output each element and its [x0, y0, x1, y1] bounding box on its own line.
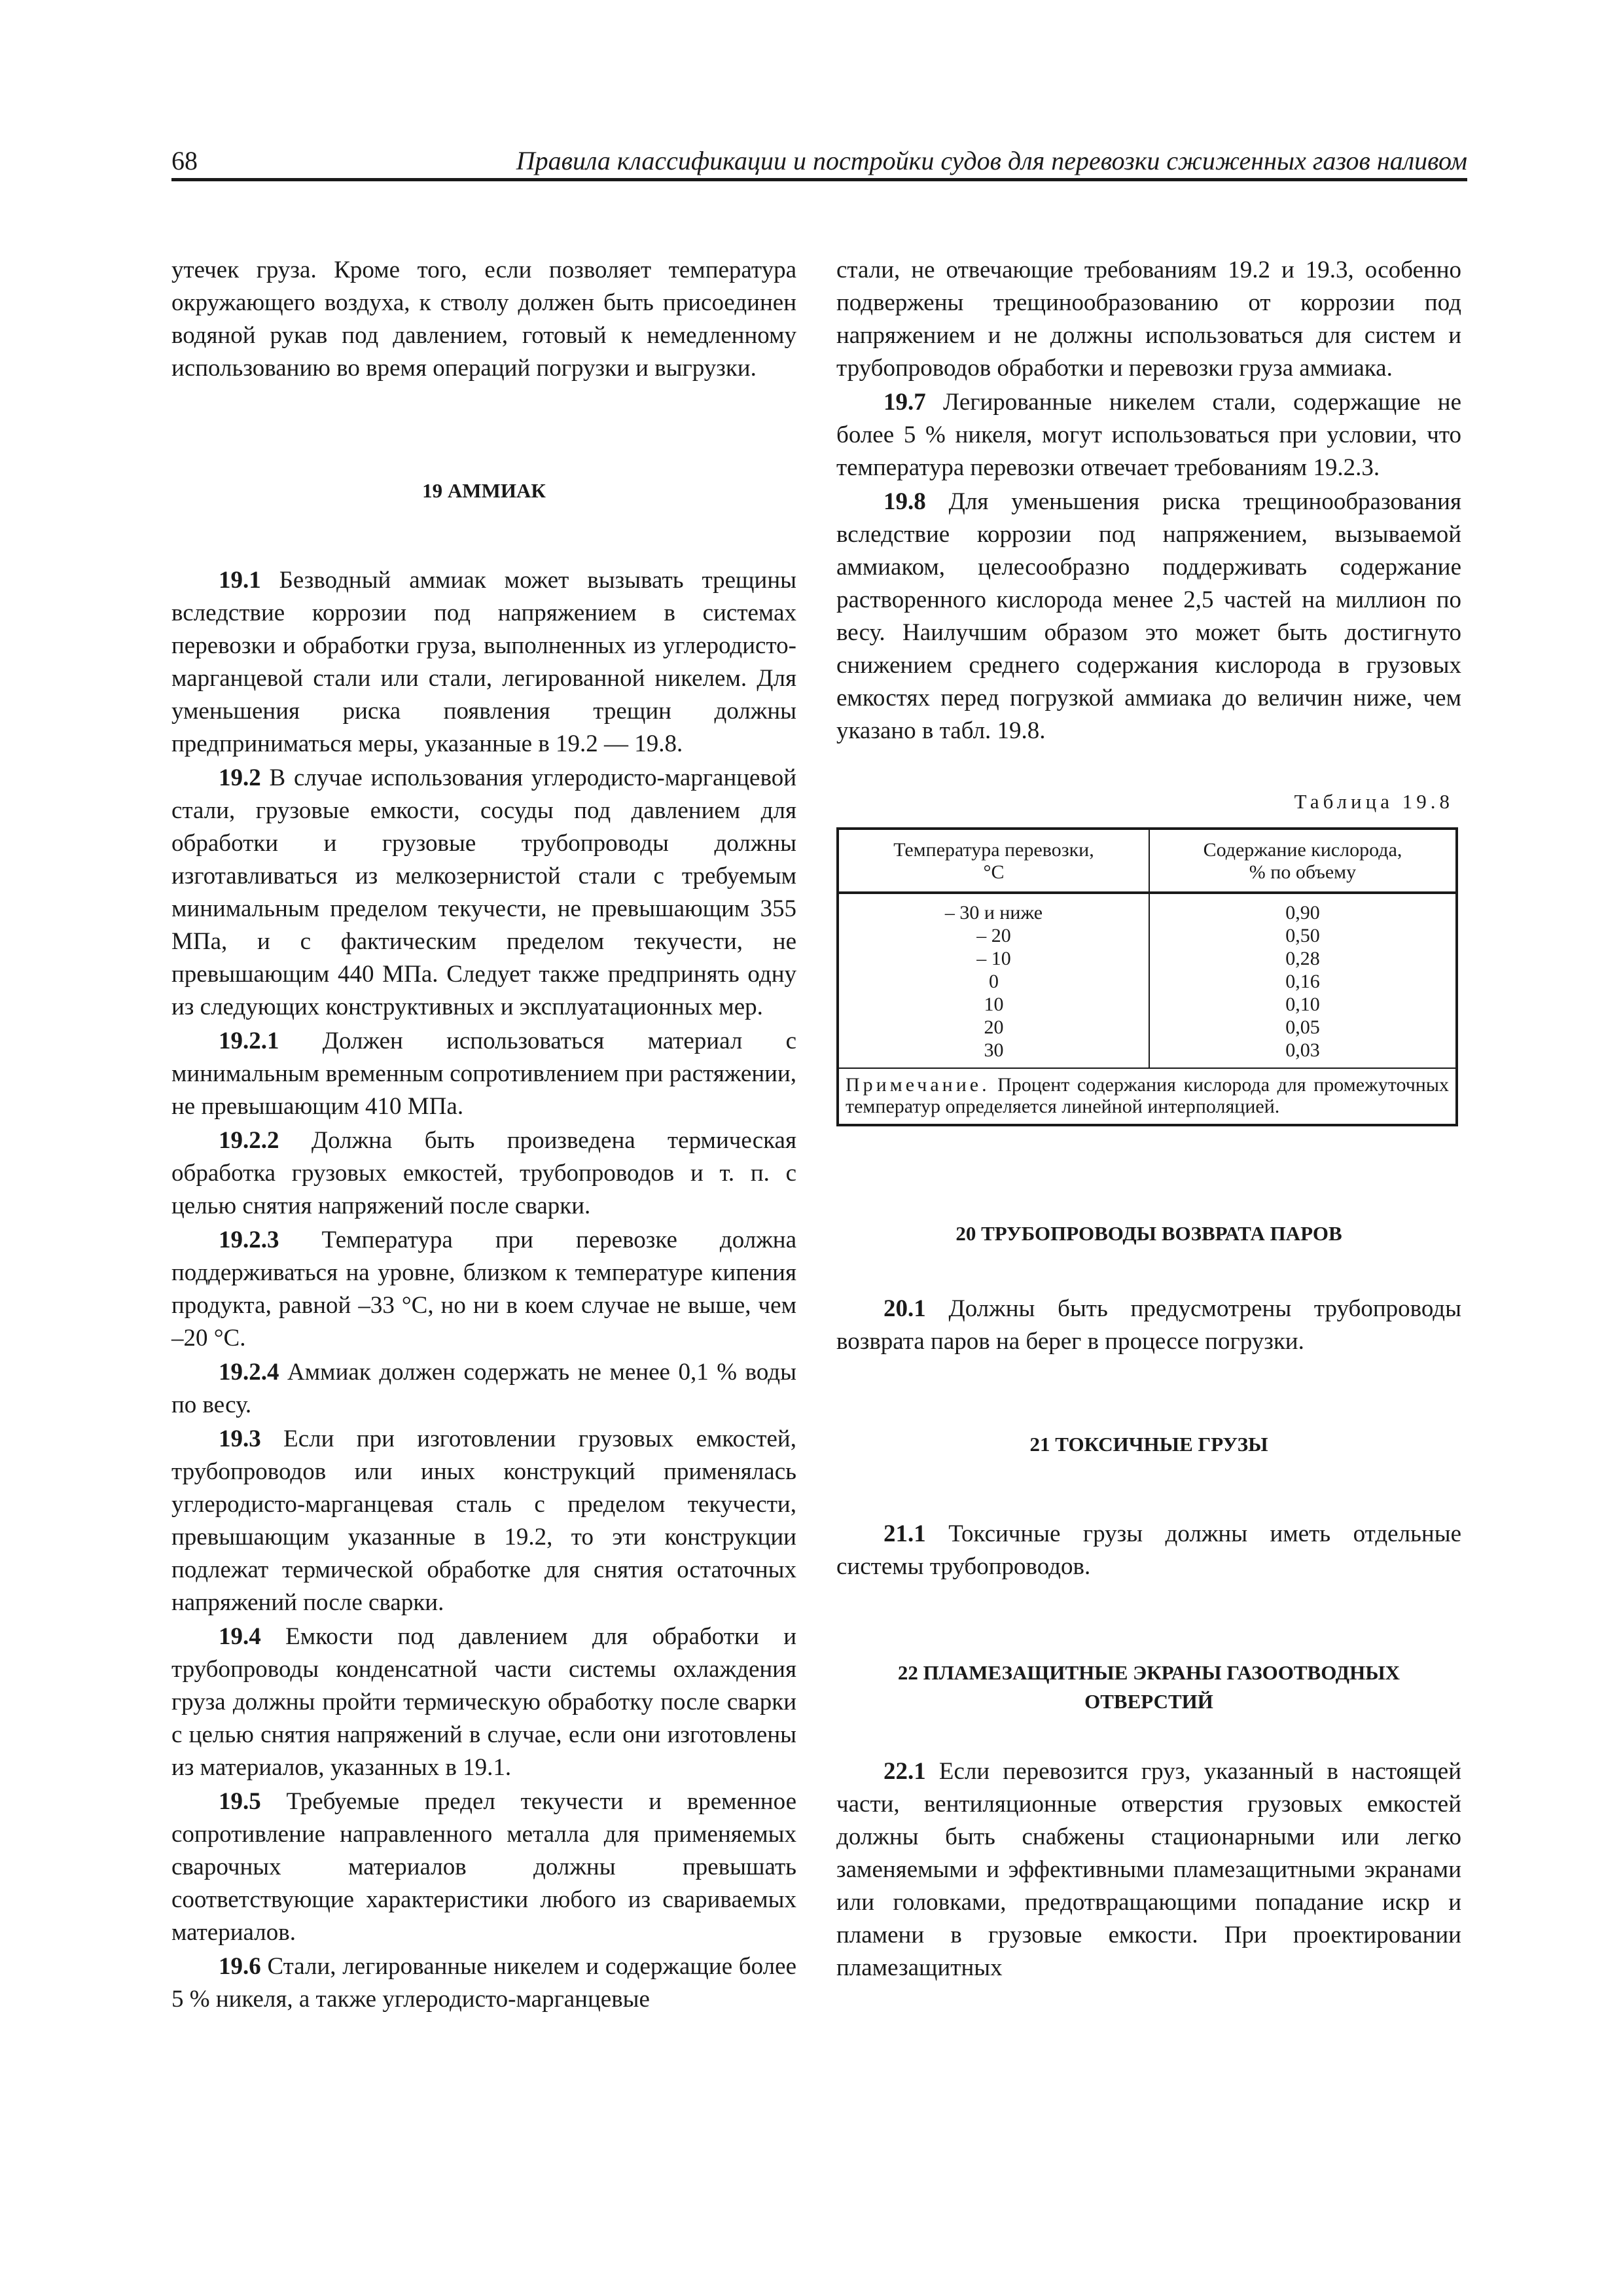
table-cell: – 20 [976, 925, 1011, 946]
paragraph-19-2 [171, 762, 796, 1024]
table-cell: 0,10 [1285, 994, 1320, 1015]
table-cell: 0,90 [1285, 902, 1320, 924]
clause-number: 20.1 [883, 1295, 926, 1322]
paragraph-19-2-2 [171, 1124, 796, 1223]
note-text: Процент содержания кислорода для промежуточных температур определяется линейной интерполяцией. [846, 1074, 1449, 1117]
paragraph-19-2-1 [171, 1025, 796, 1123]
clause-text: Должен использоваться материал с минимальным временным сопротивлением при растяжении, не превышающим 410 МПа. [171, 1028, 796, 1120]
clause-text: Легированные никелем стали, содержащие не более 5 % никеля, могут использоваться при условии, что температура перевозки отвечает требованиям 19.2.3. [836, 389, 1461, 481]
table-cell: 0,03 [1285, 1039, 1320, 1061]
oxygen-content-table [836, 827, 1458, 1126]
paragraph-intro: утечек груза. Кроме того, если позволяет температура окружающего воздуха, к стволу должен быть присоединен водяной рукав под давлением, готовый к немедленному использованию во время операций погрузки и выгрузки. [171, 257, 796, 382]
clause-number: 19.7 [883, 389, 926, 416]
table-cell: 20 [984, 1016, 1004, 1038]
clause-number: 19.3 [219, 1426, 261, 1452]
paragraph-22-1 [836, 1755, 1461, 1984]
table-caption: Таблица 19.8 [1294, 790, 1454, 813]
clause-text: В случае использования углеродисто-марганцевой стали, грузовые емкости, сосуды под давлением для обработки и грузовые трубопроводы должны изготавливаться из мелкозернистой стали с требуемым минимальным пределом текучести, не превышающим 355 МПа, и с фактическим пределом текучести, не превышающим 440 МПа. Следует также предпринять одну из следующих конструктивных и эксплуатационных мер. [171, 764, 796, 1020]
table-cell: 0,28 [1285, 948, 1320, 969]
clause-number: 19.2.3 [219, 1227, 279, 1253]
paragraph-21-1 [836, 1518, 1461, 1583]
paragraph-19-6 [171, 1950, 796, 2016]
heading-line: ОТВЕРСТИЙ [1084, 1690, 1213, 1713]
section-heading-21: 21 ТОКСИЧНЫЕ ГРУЗЫ [1029, 1433, 1268, 1456]
oxygen-values [1149, 893, 1457, 1068]
paragraph-19-3 [171, 1423, 796, 1619]
clause-number: 19.4 [219, 1623, 261, 1650]
running-title: Правила классификации и постройки судов для перевозки сжиженных газов наливом [516, 146, 1467, 175]
clause-number: 21.1 [883, 1520, 926, 1547]
paragraph-19-2-4 [171, 1356, 796, 1422]
table-header-oxygen: Содержание кислорода, % по объему [1149, 829, 1457, 893]
section-heading-20: 20 ТРУБОПРОВОДЫ ВОЗВРАТА ПАРОВ [955, 1222, 1342, 1245]
clause-number: 22.1 [883, 1758, 926, 1785]
paragraph-19-1 [171, 564, 796, 761]
clause-text: Если при изготовлении грузовых емкостей, трубопроводов или иных конструкций применялась углеродисто-марганцевая сталь с пределом текучести, превышающим указанные в 19.2, то эти конструкции подлежат термической обработке для снятия остаточных напряжений после сварки. [171, 1426, 796, 1616]
clause-number: 19.2.2 [219, 1127, 279, 1154]
paragraph-19-5 [171, 1785, 796, 1949]
clause-text: Аммиак должен содержать не менее 0,1 % воды по весу. [171, 1359, 796, 1418]
left-column [171, 254, 796, 2016]
clause-text: Требуемые предел текучести и временное сопротивление направленного металла для применяемых сварочных материалов должны превышать соответствующие характеристики любого из свариваемых материалов. [171, 1788, 796, 1946]
clause-text: Безводный аммиак может вызывать трещины вследствие коррозии под напряжением в системах перевозки и обработки груза, выполненных из углеродисто-марганцевой стали или стали, легированной никелем. Для уменьшения риска появления трещин должны предприниматься меры, указанные в 19.2 — 19.8. [171, 567, 796, 757]
temperature-values [838, 893, 1149, 1068]
clause-number: 19.8 [883, 488, 926, 515]
clause-number: 19.2.4 [219, 1359, 279, 1386]
clause-text: Если перевозится груз, указанный в настоящей части, вентиляционные отверстия грузовых емкостей должны быть снабжены стационарными или легко заменяемыми и эффективными пламезащитными экранами или головками, предотвращающими попадание искр и пламени в грузовые емкости. При проектировании пламезащитных [836, 1758, 1461, 1981]
clause-text: Должны быть предусмотрены трубопроводы возврата паров на берег в процессе погрузки. [836, 1295, 1461, 1355]
table-cell: 0,50 [1285, 925, 1320, 946]
table-header-temperature: Температура перевозки, °С [838, 829, 1149, 893]
section-heading-22 [836, 1659, 1461, 1716]
header-rule [171, 178, 1467, 181]
clause-text: Температура при перевозке должна поддерживаться на уровне, близком к температуре кипения продукта, равной –33 °С, но ни в коем случае не выше, чем –20 °С. [171, 1227, 796, 1352]
heading-line: 22 ПЛАМЕЗАЩИТНЫЕ ЭКРАНЫ ГАЗООТВОДНЫХ [897, 1661, 1400, 1684]
page-number: 68 [171, 146, 198, 175]
paragraph-20-1 [836, 1293, 1461, 1358]
table-cell: 10 [984, 994, 1004, 1015]
clause-text: Для уменьшения риска трещинообразования вследствие коррозии под напряжением, вызываемой аммиаком, целесообразно поддерживать содержание растворенного кислорода менее 2,5 частей на миллион по весу. Наилучшим образом это может быть достигнуто снижением среднего содержания кислорода в грузовых емкостях перед погрузкой аммиака до величин ниже, чем указано в табл. 19.8. [836, 488, 1461, 744]
page-header [171, 144, 1467, 182]
table-note [838, 1068, 1457, 1125]
section-heading-19: 19 АММИАК [422, 479, 546, 502]
clause-number: 19.5 [219, 1788, 261, 1815]
clause-text: Емкости под давлением для обработки и трубопроводы конденсатной части системы охлаждения груза должны пройти термическую обработку после сварки с целью снятия напряжений в случае, если они изготовлены из материалов, указанных в 19.1. [171, 1623, 796, 1781]
table-cell: 30 [984, 1039, 1004, 1061]
clause-text: Стали, легированные никелем и содержащие более 5 % никеля, а также углеродисто-марганцевые [171, 1953, 796, 2013]
paragraph-19-8 [836, 486, 1461, 747]
table-cell: 0,05 [1285, 1016, 1320, 1038]
table-cell: – 30 и ниже [944, 902, 1043, 924]
clause-number: 19.2 [219, 764, 261, 791]
note-label: Примечание. [846, 1074, 990, 1096]
clause-number: 19.6 [219, 1953, 261, 1980]
right-column [836, 254, 1461, 1984]
paragraph-19-6-continued: стали, не отвечающие требованиям 19.2 и 19.3, особенно подвержены трещинообразованию от коррозии под напряжением и не должны использоваться для систем и трубопроводов обработки и перевозки груза аммиака. [836, 257, 1461, 382]
paragraph-19-4 [171, 1621, 796, 1784]
paragraph-19-2-3 [171, 1224, 796, 1355]
table-cell: – 10 [976, 948, 1011, 969]
table-cell: 0 [988, 971, 999, 992]
paragraph-19-7 [836, 386, 1461, 484]
clause-number: 19.1 [219, 567, 261, 594]
table-cell: 0,16 [1285, 971, 1320, 992]
clause-text: Должна быть произведена термическая обработка грузовых емкостей, трубопроводов и т. п. с целью снятия напряжений после сварки. [171, 1127, 796, 1219]
clause-number: 19.2.1 [219, 1028, 279, 1054]
clause-text: Токсичные грузы должны иметь отдельные системы трубопроводов. [836, 1520, 1461, 1580]
